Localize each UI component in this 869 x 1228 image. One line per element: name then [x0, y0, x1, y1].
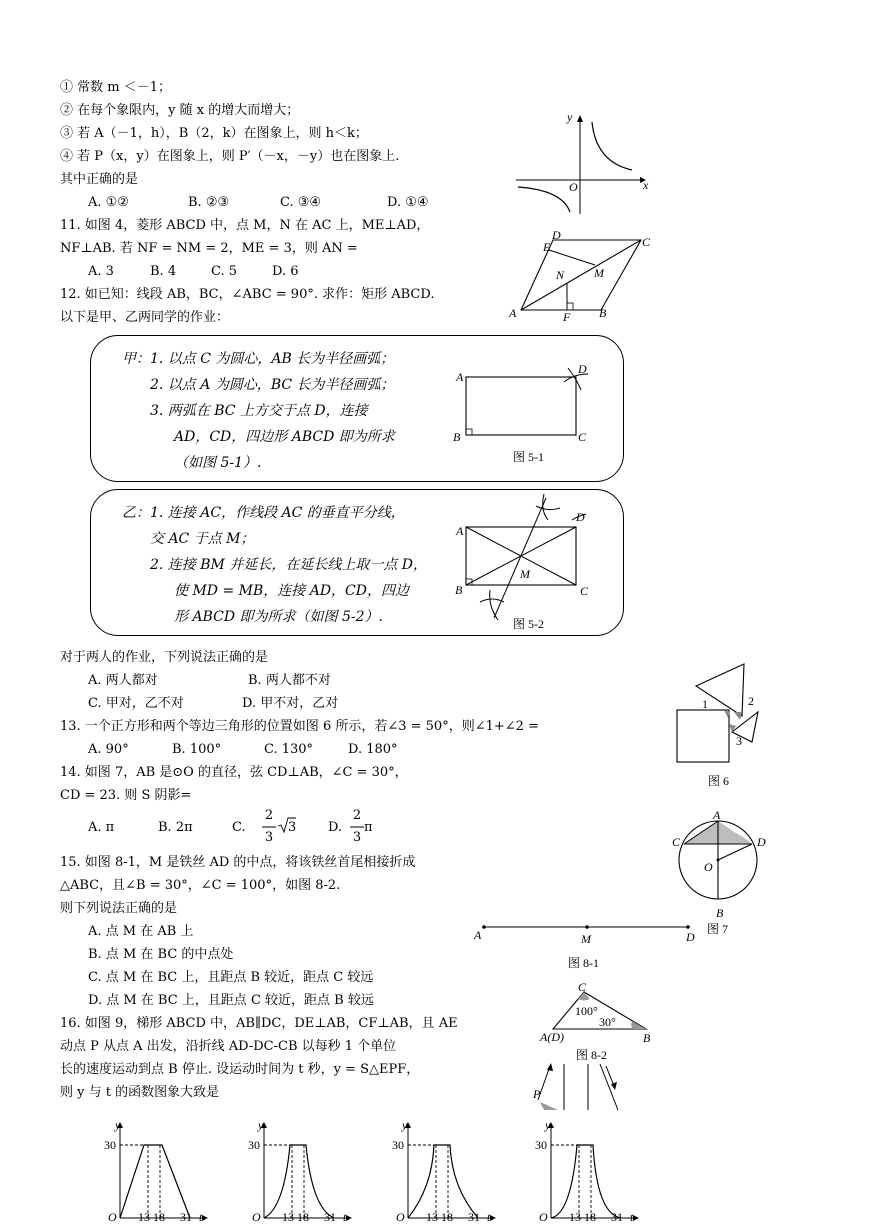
- q14-option-d-pi: π: [364, 820, 373, 835]
- q10-option-d: D. ①④: [387, 195, 429, 210]
- q12-prompt: 对于两人的作业，下列说法正确的是: [60, 650, 269, 665]
- q15-fig81-d: D: [686, 930, 695, 944]
- q10-item-1: ① 常数 m ＜－1；: [60, 80, 171, 95]
- q14-option-d-numerator: 2: [352, 808, 362, 823]
- q14-fig-caption: 图 7: [707, 922, 729, 936]
- q12-jia-step-3c: （如图 5-1）.: [174, 455, 262, 471]
- q10-fig-y-label: y: [567, 110, 573, 124]
- q16-graph-b-t: t: [343, 1210, 347, 1224]
- q14-fig-a: A: [713, 808, 721, 822]
- q16-graph-c-13: 13: [426, 1210, 438, 1224]
- q12-line-1: 12. 如已知：线段 AB，BC，∠ABC = 90°. 求作：矩形 ABCD.: [60, 287, 435, 302]
- q11-option-c: C. 5: [211, 264, 238, 279]
- q11-line-2: NF⊥AB. 若 NF = NM = 2，ME = 3，则 AN =: [60, 241, 358, 256]
- q12-fig51-caption: 图 5-1: [513, 450, 544, 464]
- q16-graph-a-18: 18: [153, 1210, 165, 1224]
- q12-fig52-d: D: [576, 510, 585, 524]
- q12-option-c: C. 甲对，乙不对: [88, 696, 184, 711]
- q16-line-2: 动点 P 从点 A 出发，沿折线 AD-DC-CB 以每秒 1 个单位: [60, 1039, 397, 1054]
- q15-fig81-m: M: [581, 932, 591, 946]
- q15-option-a: A. 点 M 在 AB 上: [88, 924, 194, 939]
- q16-graph-d-31: 31: [611, 1210, 623, 1224]
- q16-graph-d-y: y: [545, 1118, 551, 1132]
- q15-fig82-caption: 图 8-2: [576, 1048, 607, 1062]
- q15-fig82-c: C: [578, 980, 587, 994]
- q10-option-c: C. ③④: [280, 195, 322, 210]
- q10-prompt: 其中正确的是: [60, 172, 139, 187]
- q12-yi-step-2b: 使 MD = MB，连接 AD，CD，四边: [174, 583, 409, 599]
- q14-fig-d: D: [757, 835, 766, 849]
- q13-fig-caption: 图 6: [708, 774, 730, 788]
- q10-option-a: A. ①②: [88, 195, 129, 210]
- q16-line-3: 长的速度运动到点 B 停止. 设运动时间为 t 秒，y = S△EPF，: [60, 1062, 420, 1077]
- q16-graph-a-31: 31: [180, 1210, 192, 1224]
- q11-option-b: B. 4: [150, 264, 177, 279]
- q14-option-c-label: C.: [232, 820, 246, 835]
- q10-fig-origin-label: O: [569, 180, 578, 194]
- q13-line-1: 13. 一个正方形和两个等边三角形的位置如图 6 所示，若∠3 = 50°，则∠1+∠2 =: [60, 719, 539, 734]
- q16-graph-c-31: 31: [468, 1210, 480, 1224]
- q15-option-b: B. 点 M 在 BC 的中点处: [88, 947, 234, 962]
- q10-item-2: ② 在每个象限内，y 随 x 的增大而增大；: [60, 103, 300, 118]
- q11-fig-a: A: [509, 306, 517, 320]
- q11-option-a: A. 3: [88, 264, 114, 279]
- q13-option-a: A. 90°: [88, 742, 129, 757]
- q16-fig-9-partial: [528, 1062, 628, 1112]
- q12-option-a: A. 两人都对: [88, 673, 158, 688]
- q14-option-b: B. 2π: [158, 820, 193, 835]
- q12-fig52-m: M: [520, 567, 530, 581]
- q14-option-a: A. π: [88, 820, 115, 835]
- q15-fig81-caption: 图 8-1: [568, 956, 599, 970]
- q10-hyperbola-figure: [510, 110, 660, 220]
- q12-option-d: D. 甲不对，乙对: [242, 696, 339, 711]
- q12-line-2: 以下是甲、乙两同学的作业：: [60, 310, 230, 325]
- q16-graph-d-18: 18: [584, 1210, 596, 1224]
- q12-fig52-caption: 图 5-2: [513, 617, 544, 631]
- q16-graph-c-o: O: [396, 1210, 405, 1224]
- q14-option-d-label: D.: [328, 820, 343, 835]
- q16-graph-c-18: 18: [441, 1210, 453, 1224]
- q15-option-c: C. 点 M 在 BC 上，且距点 B 较近，距点 C 较远: [88, 970, 374, 985]
- q16-graph-b-o: O: [252, 1210, 261, 1224]
- q14-option-c-radicand: 3: [288, 820, 297, 835]
- q16-graph-c-30: 30: [392, 1138, 404, 1152]
- q11-fig-f: F: [563, 310, 571, 324]
- q16-graph-c-y: y: [402, 1118, 408, 1132]
- q13-option-c: C. 130°: [264, 742, 314, 757]
- q16-line-4: 则 y 与 t 的函数图象大致是: [60, 1085, 220, 1100]
- q10-item-3: ③ 若 A（－1，h），B（2，k）在图象上，则 h＜k；: [60, 126, 368, 141]
- q11-fig-c: C: [642, 235, 651, 249]
- q10-option-b: B. ②③: [188, 195, 230, 210]
- q12-fig51-d: D: [578, 362, 587, 376]
- q12-fig51-b: B: [453, 430, 461, 444]
- q14-option-d-fraction-bar: [350, 826, 364, 828]
- q12-yi-step-1b: 交 AC 于点 M；: [150, 531, 255, 547]
- q12-fig52-c: C: [580, 584, 589, 598]
- q15-fig81-a: A: [474, 928, 482, 942]
- q16-graph-a-13: 13: [138, 1210, 150, 1224]
- q12-yi-step-2: 2. 连接 BM 并延长，在延长线上取一点 D，: [150, 557, 428, 573]
- q12-jia-step-2: 2. 以点 A 为圆心，BC 长为半径画弧；: [150, 377, 395, 393]
- q14-option-c-fraction-bar: [262, 826, 276, 828]
- q16-graph-a-y: y: [115, 1118, 121, 1132]
- q12-fig52-a: A: [456, 524, 464, 538]
- q14-line-2: CD = 23. 则 S 阴影=: [60, 788, 192, 803]
- q12-jia-step-3: 3. 两弧在 BC 上方交于点 D，连接: [150, 403, 368, 419]
- q10-item-4: ④ 若 P（x，y）在图象上，则 P′（－x，－y）也在图象上.: [60, 149, 400, 164]
- q13-fig-angle-3: 3: [736, 734, 742, 748]
- q13-option-d: D. 180°: [348, 742, 398, 757]
- q14-line-1: 14. 如图 7，AB 是⊙O 的直径，弦 CD⊥AB，∠C = 30°，: [60, 765, 408, 780]
- q12-fig51-c: C: [578, 430, 587, 444]
- q12-option-b: B. 两人都不对: [248, 673, 331, 688]
- q15-fig82-ad: A(D): [540, 1030, 564, 1044]
- q14-option-c-numerator: 2: [264, 808, 274, 823]
- q12-fig-5-2: [460, 490, 610, 630]
- q16-fig-p: P: [533, 1087, 541, 1101]
- q16-graph-a-o: O: [108, 1210, 117, 1224]
- q14-fig-7-circle: [670, 810, 770, 920]
- q16-graph-d-30: 30: [535, 1138, 547, 1152]
- q12-jia-step-3b: AD，CD，四边形 ABCD 即为所求: [174, 429, 395, 445]
- q16-graph-c-t: t: [487, 1210, 491, 1224]
- q14-fig-c: C: [672, 835, 681, 849]
- q16-graph-b-y: y: [258, 1118, 264, 1132]
- q15-fig82-b: B: [643, 1031, 651, 1045]
- q14-fig-b: B: [716, 906, 724, 920]
- q15-fig82-angle-100: 100°: [575, 1004, 598, 1018]
- q13-fig-angle-2: 2: [748, 694, 754, 708]
- q16-graph-d-o: O: [539, 1210, 548, 1224]
- q12-jia-step-1: 甲：1. 以点 C 为圆心，AB 长为半径画弧；: [122, 351, 395, 367]
- q11-rhombus-figure: [505, 228, 665, 328]
- q12-yi-step-2c: 形 ABCD 即为所求（如图 5-2）.: [174, 609, 383, 625]
- q15-option-d: D. 点 M 在 BC 上，且距点 C 较近，距点 B 较远: [88, 993, 374, 1008]
- q15-line-2: △ABC，且∠B = 30°，∠C = 100°，如图 8-2.: [60, 878, 341, 893]
- q11-fig-b: B: [599, 306, 607, 320]
- q15-line-1: 15. 如图 8-1，M 是铁丝 AD 的中点，将该铁丝首尾相接折成: [60, 855, 416, 870]
- q13-option-b: B. 100°: [172, 742, 222, 757]
- q16-graph-b-18: 18: [297, 1210, 309, 1224]
- q16-graph-d-13: 13: [569, 1210, 581, 1224]
- q11-fig-m: M: [594, 266, 604, 280]
- q11-fig-e: E: [543, 240, 551, 254]
- q16-line-1: 16. 如图 9，梯形 ABCD 中，AB∥DC，DE⊥AB，CF⊥AB，且 AE: [60, 1016, 458, 1031]
- q11-line-1: 11. 如图 4，菱形 ABCD 中，点 M，N 在 AC 上，ME⊥AD，: [60, 218, 430, 233]
- q13-fig-angle-1: 1: [702, 697, 708, 711]
- q16-graph-b-13: 13: [282, 1210, 294, 1224]
- q12-fig52-b: B: [455, 583, 463, 597]
- q12-yi-step-1: 乙：1. 连接 AC，作线段 AC 的垂直平分线，: [122, 505, 405, 521]
- q11-option-d: D. 6: [272, 264, 299, 279]
- q11-fig-n: N: [556, 268, 565, 282]
- q16-graph-d-t: t: [630, 1210, 634, 1224]
- q15-fig82-angle-30: 30°: [599, 1015, 616, 1029]
- q14-option-d-denominator: 3: [352, 830, 362, 845]
- q12-fig51-a: A: [456, 370, 464, 384]
- q16-graph-a-30: 30: [104, 1138, 116, 1152]
- q11-fig-d: D: [552, 228, 561, 242]
- q16-graph-b-31: 31: [324, 1210, 336, 1224]
- q14-option-c-denominator: 3: [264, 830, 274, 845]
- q13-fig-6: [670, 660, 770, 770]
- q16-graph-b-30: 30: [248, 1138, 260, 1152]
- q14-fig-o: O: [704, 860, 713, 874]
- q15-prompt: 则下列说法正确的是: [60, 901, 178, 916]
- q10-fig-x-label: x: [643, 178, 649, 192]
- q16-graph-a-t: t: [199, 1210, 203, 1224]
